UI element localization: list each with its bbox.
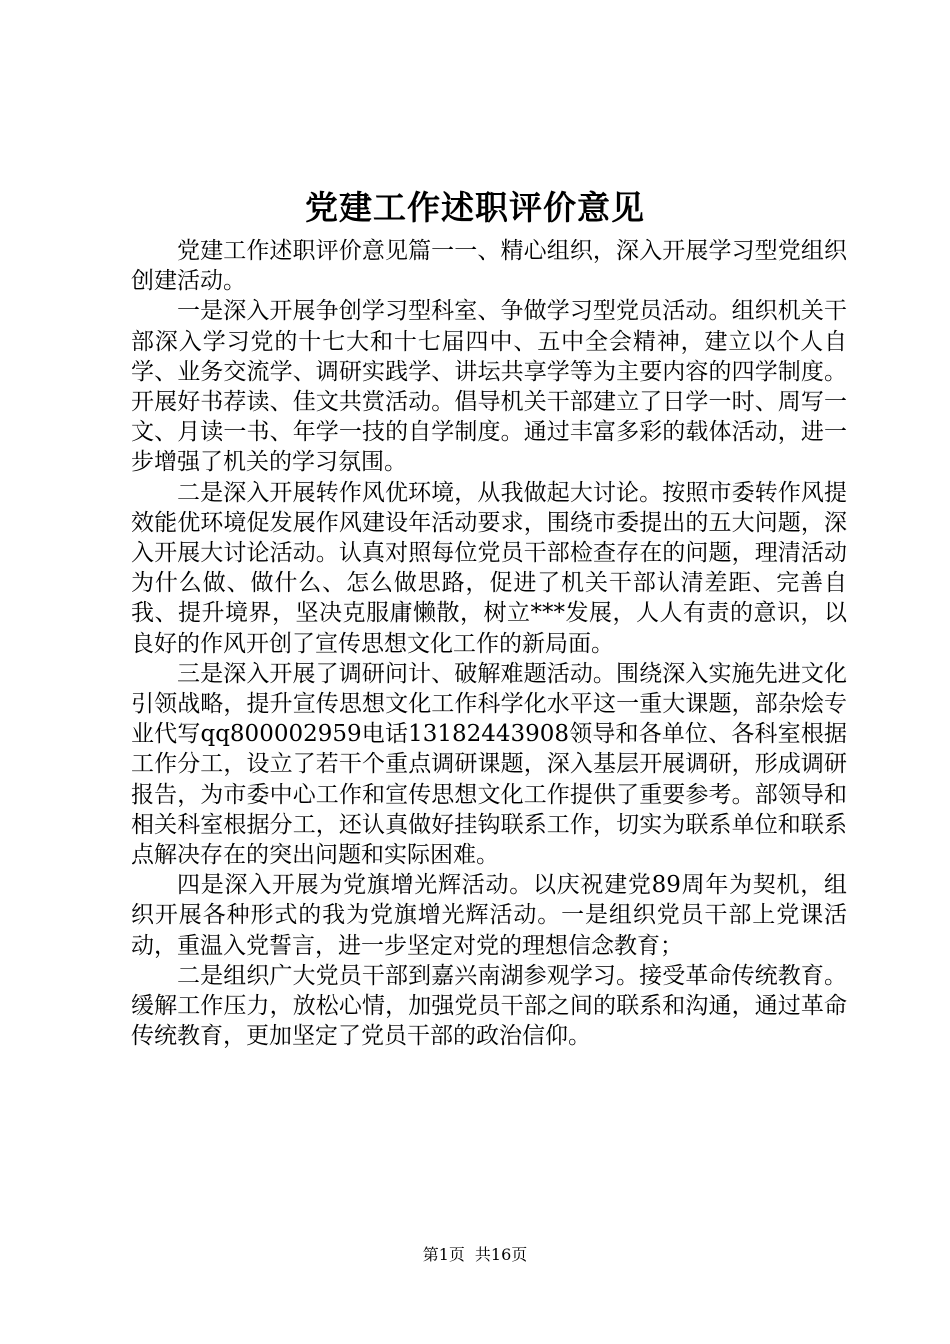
page-footer (0, 1243, 950, 1267)
document-title: 党建工作述职评价意见 (305, 188, 645, 227)
paragraph-one: 一是深入开展争创学习型科室、争做学习型党员活动。组织机关干部深入学习党的十七大和十七届四中、五中全会精神，建立以个人自学、业务交流学、调研实践学、讲坛共享学等为主要内容的四学制度。开展好书荐读、佳文共赏活动。倡导机关干部建立了日学一时、周写一文、月读一书、年学一技的自学制度。通过丰富多彩的载体活动，进一步增强了机关的学习氛围。 (131, 298, 847, 476)
document-body (131, 236, 847, 1051)
paragraph-intro: 党建工作述职评价意见篇一一、精心组织，深入开展学习型党组织创建活动。 (131, 238, 847, 295)
paragraph-two: 二是深入开展转作风优环境，从我做起大讨论。按照市委转作风提效能优环境促发展作风建设年活动要求，围绕市委提出的五大问题，深入开展大讨论活动。认真对照每位党员干部检查存在的问题，理清活动为什么做、做什么、怎么做思路，促进了机关干部认清差距、完善自我、提升境界，坚决克服庸懒散，树立***发展，人人有责的意识，以良好的作风开创了宣传思想文化工作的新局面。 (131, 479, 847, 657)
paragraph-four: 四是深入开展为党旗增光辉活动。以庆祝建党89周年为契机，组织开展各种形式的我为党旗增光辉活动。一是组织党员干部上党课活动，重温入党誓言，进一步坚定对党的理想信念教育； (131, 872, 847, 959)
page-number-total: 共16页 (474, 1245, 528, 1264)
paragraph-three: 三是深入开展了调研问计、破解难题活动。围绕深入实施先进文化引领战略，提升宣传思想文化工作科学化水平这一重大课题，部杂烩专业代写qq800002959电话13182443908领导和各单位、各科室根据工作分工，设立了若干个重点调研课题，深入基层开展调研，形成调研报告，为市委中心工作和宣传思想文化工作提供了重要参考。部领导和相关科室根据分工，还认真做好挂钩联系工作，切实为联系单位和联系点解决存在的突出问题和实际困难。 (131, 660, 847, 869)
page-number-current: 第1页 (422, 1245, 465, 1264)
paragraph-five: 二是组织广大党员干部到嘉兴南湖参观学习。接受革命传统教育。缓解工作压力，放松心情，加强党员干部之间的联系和沟通，通过革命传统教育，更加坚定了党员干部的政治信仰。 (131, 962, 847, 1050)
